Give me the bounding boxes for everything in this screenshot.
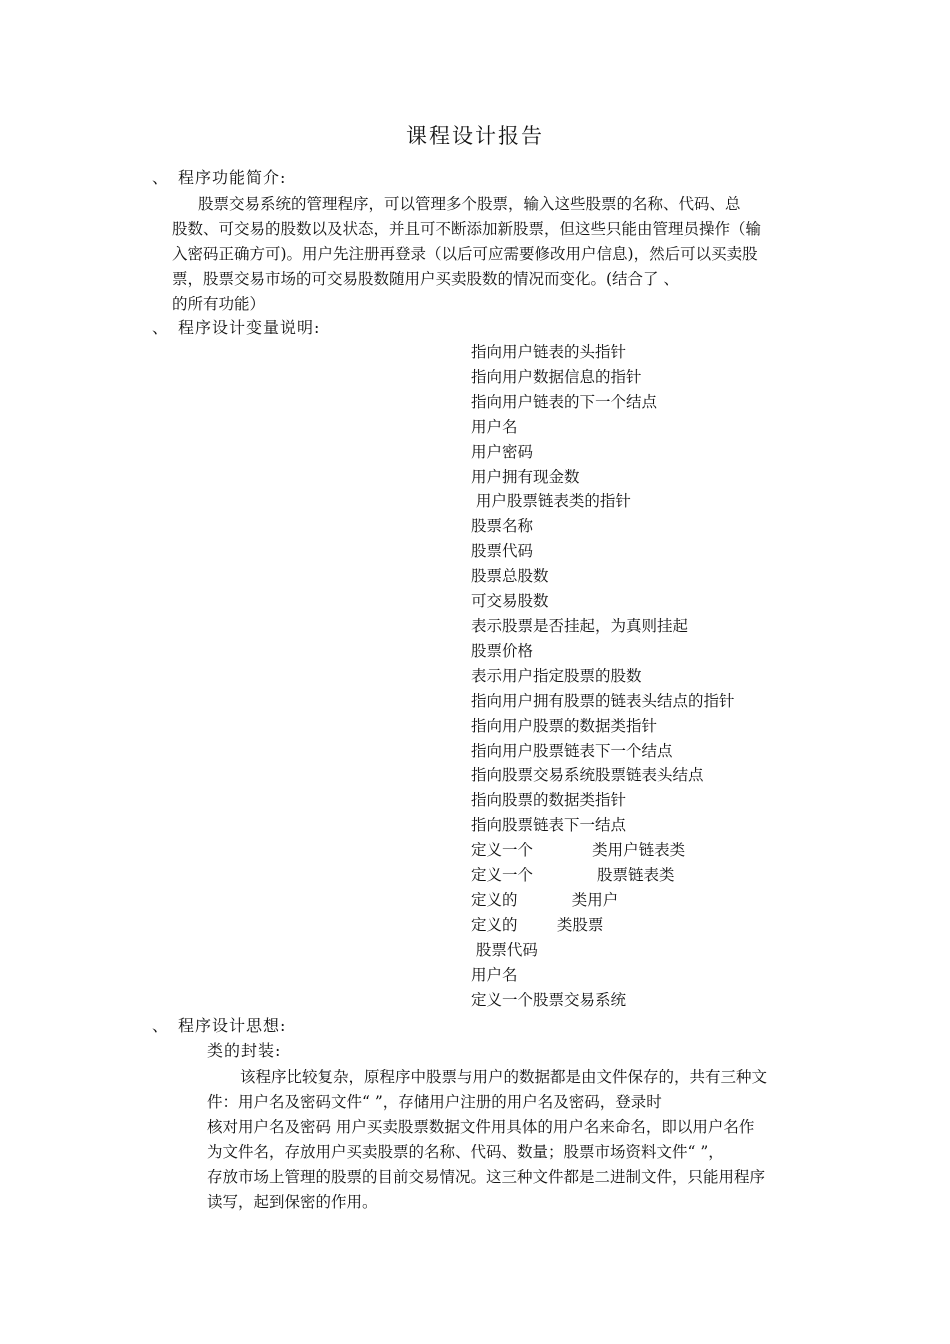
variable-description: 指向用户数据信息的指针 [471, 367, 642, 386]
variable-description: 股票代码 [471, 542, 534, 561]
variable-description: 表示股票是否挂起，为真则挂起 [471, 616, 689, 635]
paragraph-line: 股数、可交易的股数以及状态，并且可不断添加新股票，但这些只能由管理员操作（输 [172, 220, 762, 238]
variable-description: 用户名 [471, 965, 518, 984]
section-heading-variables [152, 315, 320, 338]
variable-description: 指向股票的数据类指针 [471, 791, 627, 810]
section-title: 程序设计变量说明: [178, 318, 321, 337]
variable-description: 可交易股数 [471, 592, 549, 611]
variable-description: 用户密码 [471, 442, 534, 461]
variable-description: 指向用户股票链表下一个结点 [471, 741, 673, 760]
variable-description: 指向股票链表下一结点 [471, 816, 627, 835]
variable-description: 指向用户链表的头指针 [471, 343, 627, 361]
variable-description: 指向股票交易系统股票链表头结点 [471, 766, 704, 785]
paragraph-line: 为文件名，存放用户买卖股票的名称、代码、数量；股票市场资料文件“ ”， [207, 1143, 724, 1161]
paragraph-line: 票，股票交易市场的可交易股数随用户买卖股数的情况而变化。(结合了 、 [172, 270, 679, 288]
variable-description: 股票总股数 [471, 567, 549, 586]
paragraph-line: 件：用户名及密码文件“ ”，存储用户注册的用户名及密码，登录时 [207, 1093, 662, 1111]
section-title: 程序功能简介: [178, 168, 287, 187]
variable-description: 指向用户链表的下一个结点 [471, 392, 658, 411]
section-heading-function-intro [152, 165, 286, 188]
variable-description: 股票价格 [471, 641, 534, 660]
variable-description-list [471, 340, 735, 1012]
paragraph-line: 入密码正确方可)。用户先注册再登录（以后可应需要修改用户信息)，然后可以买卖股 [172, 245, 758, 263]
variable-description: 指向用户股票的数据类指针 [471, 716, 658, 735]
variable-description: 定义的 类股票 [471, 915, 604, 934]
section-bullet: 、 [152, 1016, 170, 1035]
variable-description: 定义一个股票交易系统 [471, 990, 627, 1009]
paragraph-line: 核对用户名及密码 用户买卖股票数据文件用具体的用户名来命名，即以用户名作 [207, 1118, 755, 1136]
variable-description: 股票名称 [471, 517, 534, 536]
variable-description: 用户拥有现金数 [471, 467, 580, 486]
variable-description: 定义一个 类用户链表类 [471, 841, 686, 860]
variable-description: 用户股票链表类的指针 [471, 492, 631, 511]
paragraph-line: 股票交易系统的管理程序，可以管理多个股票，输入这些股票的名称、代码、总 [198, 195, 741, 213]
page-title: 课程设计报告 [406, 124, 544, 148]
variable-description: 股票代码 [471, 940, 538, 959]
paragraph-line: 读写，起到保密的作用。 [207, 1193, 378, 1211]
paragraph-line: 存放市场上管理的股票的目前交易情况。这三种文件都是二进制文件，只能用程序 [207, 1168, 766, 1186]
variable-description: 用户名 [471, 417, 518, 436]
variable-description: 指向用户拥有股票的链表头结点的指针 [471, 691, 735, 710]
section-title: 程序设计思想: [178, 1016, 287, 1035]
paragraph-line: 该程序比较复杂，原程序中股票与用户的数据都是由文件保存的，共有三种文 [240, 1068, 768, 1086]
variable-description: 定义的 类用户 [471, 890, 619, 909]
variable-description: 定义一个 股票链表类 [471, 866, 675, 885]
variable-description: 表示用户指定股票的股数 [471, 666, 642, 685]
section-bullet: 、 [152, 318, 170, 337]
subsection-title: 类的封装: [207, 1041, 282, 1060]
paragraph-line: 的所有功能） [172, 295, 266, 313]
section-heading-design-ideas [152, 1013, 286, 1036]
section-bullet: 、 [152, 168, 170, 187]
